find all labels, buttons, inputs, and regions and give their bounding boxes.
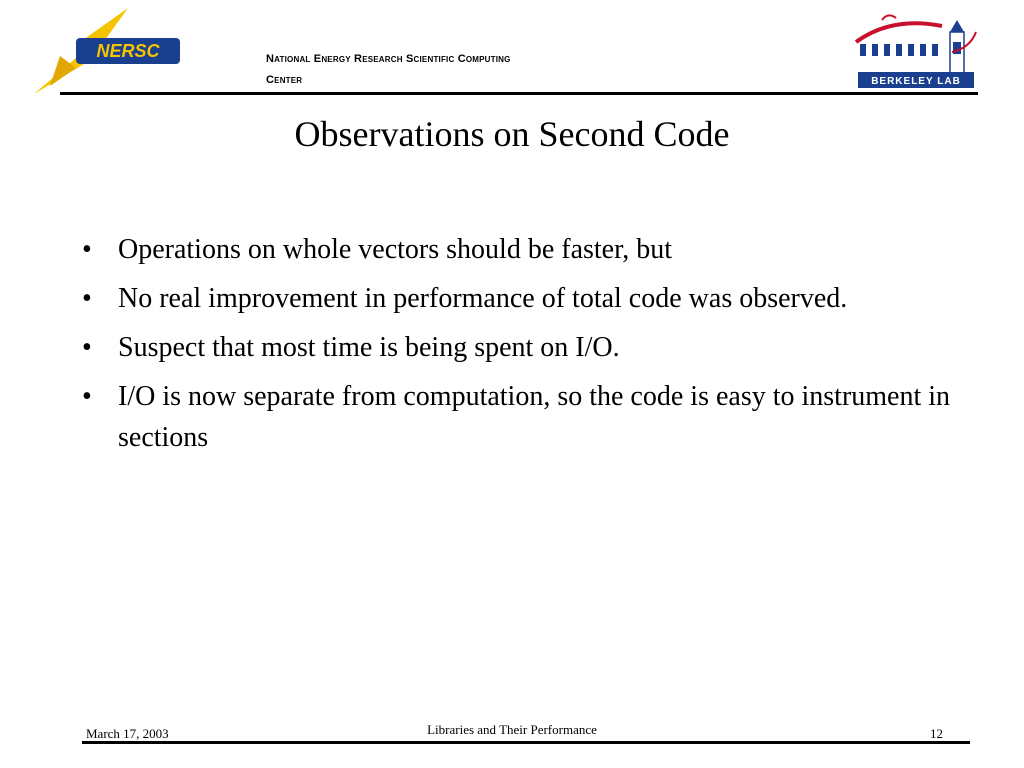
- footer-divider: [82, 741, 970, 744]
- header-title-line1: national energy research scientific computing: [266, 49, 511, 66]
- bullet-text: Operations on whole vectors should be faster, but: [118, 234, 673, 265]
- bullet-text: I/O is now separate from computation, so the code is easy to instrument in sections: [118, 381, 951, 453]
- footer-page-number: 12: [930, 726, 943, 741]
- bullet-text: Suspect that most time is being spent on I/O.: [118, 332, 620, 363]
- nersc-logo-icon: [30, 6, 190, 98]
- berkeley-lab-logo-icon: [852, 12, 980, 92]
- bullet-item: [82, 376, 962, 458]
- bullet-dot-icon: •: [82, 234, 92, 265]
- bullet-item: [82, 327, 962, 368]
- header-divider: [60, 92, 978, 95]
- bullet-list: [82, 229, 962, 466]
- footer-title: Libraries and Their Performance: [427, 722, 597, 737]
- slide-title: Observations on Second Code: [294, 114, 730, 154]
- bullet-dot-icon: •: [82, 332, 92, 363]
- header-title-line2: center: [266, 70, 303, 87]
- bullet-item: [82, 278, 962, 319]
- bullet-dot-icon: •: [82, 381, 92, 412]
- footer-date: March 17, 2003: [86, 726, 169, 741]
- berkeley-lab-logo-text: BERKELEY LAB: [871, 76, 961, 87]
- bullet-text: No real improvement in performance of total code was observed.: [118, 283, 848, 314]
- nersc-logo-text: NERSC: [96, 41, 160, 61]
- bullet-item: [82, 229, 962, 270]
- bullet-dot-icon: •: [82, 283, 92, 314]
- header-title: [266, 48, 826, 90]
